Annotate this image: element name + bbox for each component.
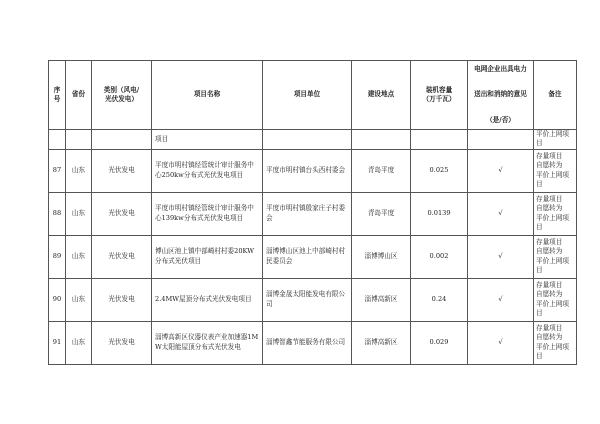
remark-line: 平价上网项目: [536, 170, 569, 189]
cell-capacity: 0.025: [411, 149, 468, 192]
cell-remark: [534, 149, 577, 192]
cell-remark-tail: 平价上网项目: [534, 130, 577, 150]
cell-opinion-check: √: [468, 149, 534, 192]
cell-project-unit: 淄博金晟太阳能发电有限公司: [263, 278, 352, 321]
cell-capacity: 0.029: [411, 321, 468, 364]
cell-seq: 87: [49, 149, 66, 192]
cell-category: [92, 130, 152, 150]
cell-project-name: 2.4MW屋顶分布式光伏发电项目: [152, 278, 263, 321]
cell-project-unit: 淄博博山区池上中部崎村村民委员会: [263, 235, 352, 278]
cell-location: 淄博高新区: [352, 321, 411, 364]
project-table: [48, 60, 577, 365]
remark-line: 存量项目: [536, 324, 563, 332]
header-location: 建设地点: [352, 61, 411, 130]
header-capacity-line1: 装机容量: [425, 85, 453, 94]
cell-location: 淄博高新区: [352, 278, 411, 321]
cell-project-name: 淄博高新区仪器仪表产业加速器1MW太阳能屋顶分布式光伏发电: [152, 321, 263, 364]
header-power-opinion: [468, 61, 534, 130]
remark-line: 存量项目: [536, 195, 563, 203]
header-project-name: 项目名称: [152, 61, 263, 130]
cell-capacity: [411, 130, 468, 150]
cell-capacity: 0.0139: [411, 192, 468, 235]
cell-opinion-check: √: [468, 192, 534, 235]
header-category-line2: 光伏发电）: [105, 95, 138, 103]
cell-opinion-check: √: [468, 235, 534, 278]
cell-location: 青岛平度: [352, 192, 411, 235]
remark-line: 平价上网项目: [536, 256, 569, 275]
cell-project-unit: 淄博智鑫节能服务有限公司: [263, 321, 352, 364]
cell-seq: 89: [49, 235, 66, 278]
project-table-page: [48, 60, 577, 365]
remark-line: 平价上网项目: [536, 342, 569, 361]
cell-province: 山东: [66, 235, 92, 278]
header-capacity: [411, 61, 468, 130]
header-category: [92, 61, 152, 130]
cell-category: 光伏发电: [92, 235, 152, 278]
header-category-line1: 类别（风电/: [103, 85, 140, 94]
table-header-row: [49, 61, 577, 130]
cell-opinion: [468, 130, 534, 150]
cell-remark: [534, 278, 577, 321]
table-row: [49, 149, 577, 192]
cell-province: 山东: [66, 278, 92, 321]
cell-location: 青岛平度: [352, 149, 411, 192]
remark-line: 自愿转为: [536, 204, 563, 213]
remark-line: 存量项目: [536, 152, 563, 160]
cell-remark: [534, 192, 577, 235]
cell-remark: [534, 235, 577, 278]
cell-opinion-check: √: [468, 278, 534, 321]
continuation-row: [49, 130, 577, 150]
cell-project-name: 平度市明村镇经管统计审计服务中心139kw分布式光伏发电项目: [152, 192, 263, 235]
header-power-opinion-line3: （是/否）: [486, 115, 515, 124]
header-seq: 序号: [49, 61, 66, 130]
table-row: [49, 192, 577, 235]
table-row: [49, 321, 577, 364]
remark-line: 平价上网项目: [536, 299, 569, 318]
cell-project-name: 博山区池上镇中部崎村村委20KW分布式光伏项目: [152, 235, 263, 278]
cell-project-name: 平度市明村镇经管统计审计服务中心250kw分布式光伏发电项目: [152, 149, 263, 192]
remark-line: 自愿转为: [536, 333, 563, 342]
cell-project-unit: 平度市明村镇台头西村委会: [263, 149, 352, 192]
cell-category: 光伏发电: [92, 192, 152, 235]
cell-category: 光伏发电: [92, 321, 152, 364]
cell-seq: [49, 130, 66, 150]
cell-seq: 91: [49, 321, 66, 364]
header-remark: 备注: [534, 61, 577, 130]
cell-unit: [263, 130, 352, 150]
cell-province: 山东: [66, 321, 92, 364]
remark-line: 存量项目: [536, 281, 563, 289]
cell-capacity: 0.002: [411, 235, 468, 278]
header-project-unit: 项目单位: [263, 61, 352, 130]
table-row: [49, 235, 577, 278]
cell-category: 光伏发电: [92, 278, 152, 321]
cell-capacity: 0.24: [411, 278, 468, 321]
cell-province: [66, 130, 92, 150]
cell-province: 山东: [66, 149, 92, 192]
remark-line: 自愿转为: [536, 290, 563, 299]
cell-province: 山东: [66, 192, 92, 235]
header-power-opinion-line1: 电网企业出具电力: [474, 64, 527, 73]
cell-opinion-check: √: [468, 321, 534, 364]
cell-seq: 90: [49, 278, 66, 321]
remark-line: 平价上网项目: [536, 213, 569, 232]
cell-project-unit: 平度市明村镇殷家庄子村委会: [263, 192, 352, 235]
table-row: [49, 278, 577, 321]
cell-location: [352, 130, 411, 150]
cell-category: 光伏发电: [92, 149, 152, 192]
cell-project-tail: 项目: [152, 130, 263, 150]
header-province: 省份: [66, 61, 92, 130]
remark-line: 自愿转为: [536, 247, 563, 256]
remark-line: 自愿转为: [536, 161, 563, 170]
cell-remark: [534, 321, 577, 364]
cell-location: 淄博博山区: [352, 235, 411, 278]
header-power-opinion-line2: 送出和消纳的意见: [474, 90, 527, 99]
header-capacity-line2: （万千瓦）: [422, 95, 456, 103]
remark-line: 存量项目: [536, 238, 563, 246]
cell-seq: 88: [49, 192, 66, 235]
